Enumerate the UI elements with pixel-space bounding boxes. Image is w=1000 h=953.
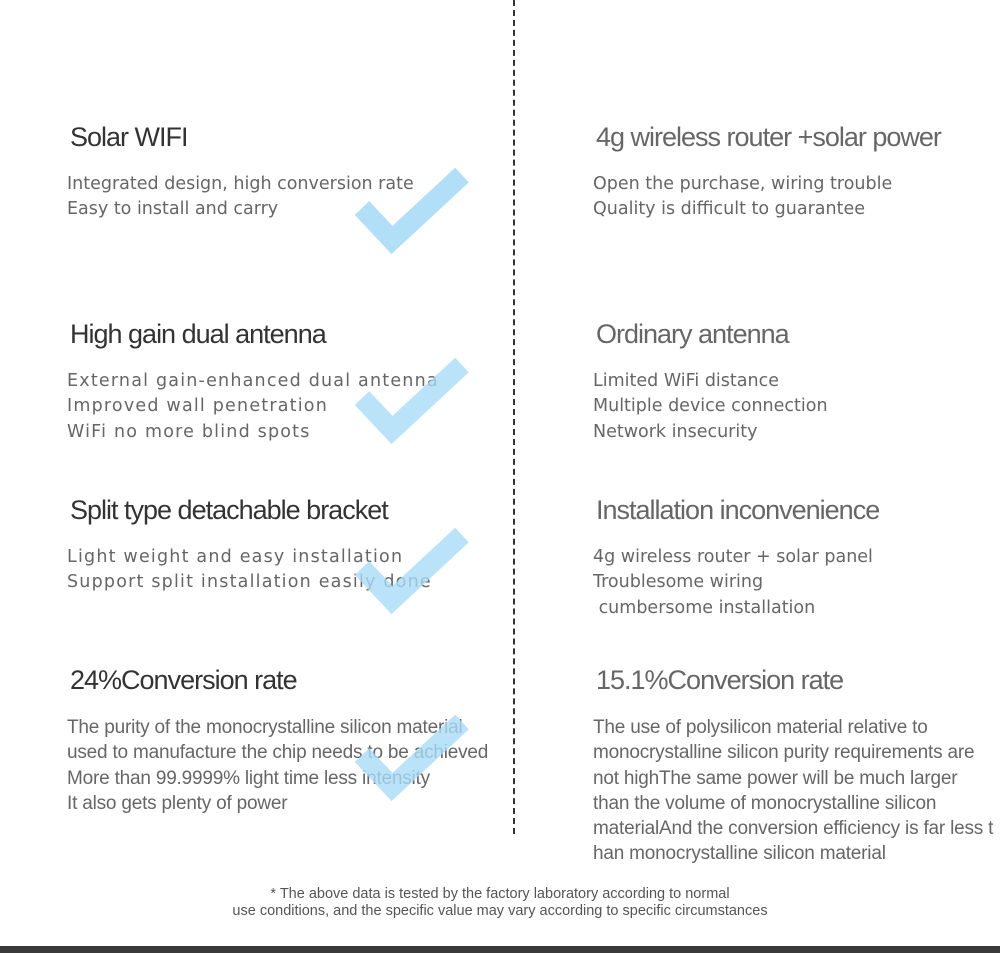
desc-line: Open the purchase, wiring trouble (593, 174, 893, 194)
desc-line: han monocrystalline silicon material (593, 843, 886, 865)
desc-line: than the volume of monocrystalline silicon (593, 792, 937, 814)
desc-line: More than 99.9999% light time less intensity (67, 767, 430, 789)
checkmark-icon (352, 712, 474, 807)
desc-line: Easy to install and carry (67, 199, 279, 220)
footnote-line-2: use conditions, and the specific value may vary according to specific circumstances (232, 903, 768, 919)
footnote-line-1: * The above data is tested by the factory laboratory according to normal (270, 886, 730, 902)
footnote (0, 886, 1000, 920)
desc-line: WiFi no more blind spots (67, 421, 311, 442)
desc-line: cumbersome installation (593, 597, 816, 618)
desc-line: 4g wireless router + solar panel (593, 547, 873, 567)
desc-line: The purity of the monocrystalline silicon material (67, 717, 463, 738)
right-title-router: 4g wireless router +solar power (596, 122, 941, 152)
desc-line: monocrystalline silicon purity requirements are (593, 742, 975, 764)
checkmark-icon (352, 525, 474, 620)
checkmark-icon (352, 355, 474, 450)
left-title-bracket: Split type detachable bracket (70, 495, 388, 525)
desc-line: External gain-enhanced dual antenna (67, 371, 439, 391)
desc-line: not highThe same power will be much larger (593, 767, 958, 789)
desc-line: It also gets plenty of power (67, 792, 288, 814)
bottom-image-strip (0, 946, 1000, 953)
desc-line: Integrated design, high conversion rate (67, 174, 414, 194)
desc-line: Limited WiFi distance (593, 371, 779, 391)
left-title-solar-wifi: Solar WIFI (70, 122, 188, 152)
right-title-conversion: 15.1%Conversion rate (596, 665, 844, 695)
center-dashed-divider (513, 0, 515, 834)
right-desc-ordinary-antenna (593, 369, 828, 445)
desc-line: Multiple device connection (593, 396, 828, 417)
left-title-conversion: 24%Conversion rate (70, 665, 297, 695)
right-title-ordinary-antenna: Ordinary antenna (596, 319, 789, 349)
right-desc-conversion (593, 715, 993, 867)
desc-line: Improved wall penetration (67, 396, 328, 417)
desc-line: Quality is difficult to guarantee (593, 199, 865, 220)
right-desc-installation (593, 545, 873, 621)
checkmark-icon (352, 165, 474, 260)
left-title-dual-antenna: High gain dual antenna (70, 319, 326, 349)
desc-line: materialAnd the conversion efficiency is far less t (593, 818, 994, 840)
right-desc-router (593, 172, 892, 223)
desc-line: Support split installation easily done (67, 572, 432, 593)
desc-line: used to manufacture the chip needs to be achieved (67, 742, 489, 764)
desc-line: Network insecurity (593, 421, 758, 442)
right-title-installation: Installation inconvenience (596, 495, 880, 525)
desc-line: Light weight and easy installation (67, 547, 404, 567)
desc-line: The use of polysilicon material relative to (593, 717, 928, 738)
desc-line: Troublesome wiring (593, 572, 764, 593)
